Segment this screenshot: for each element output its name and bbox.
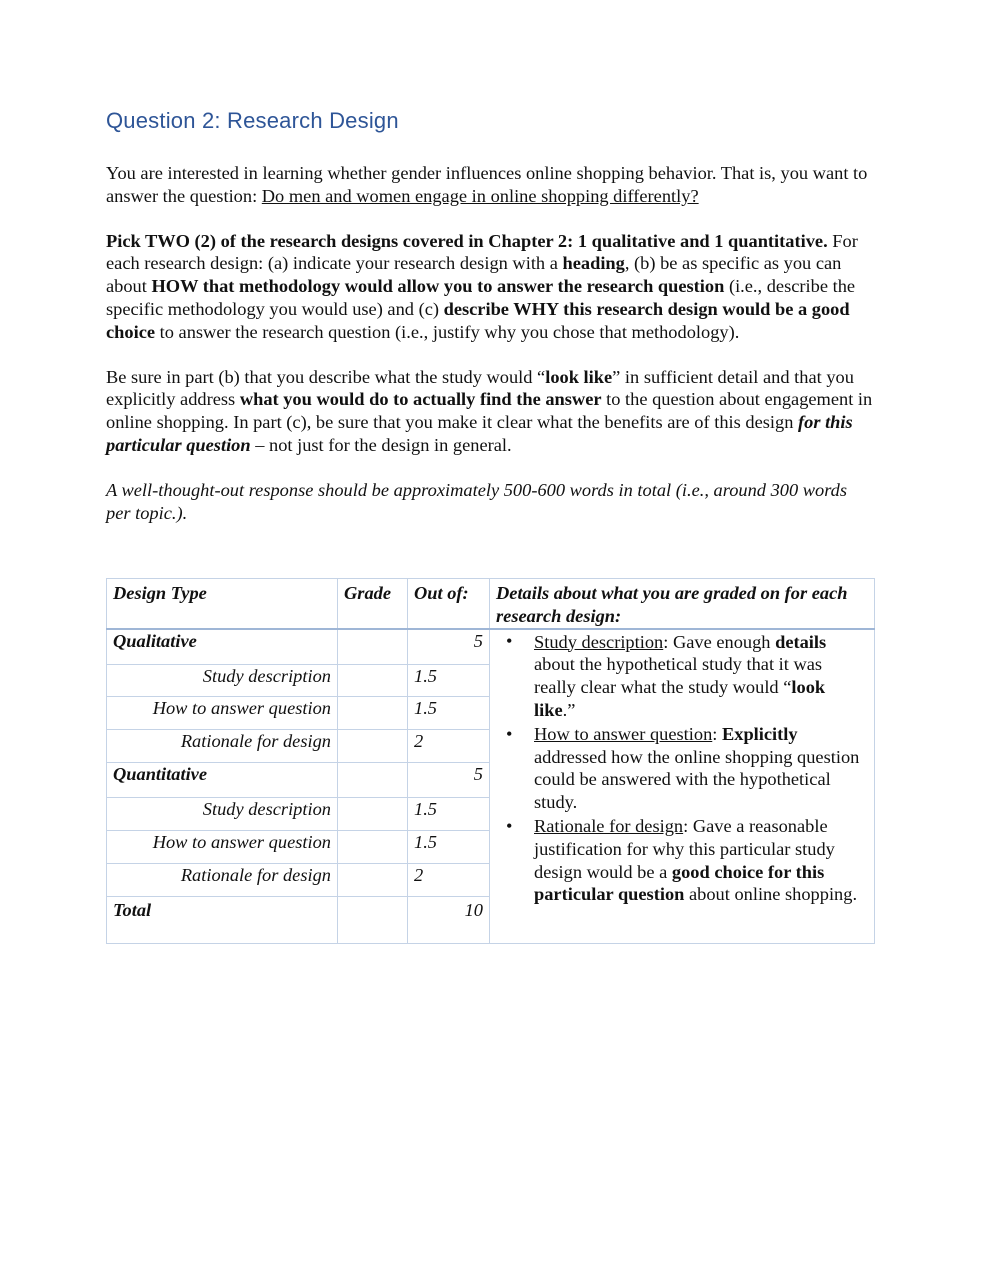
subcategory-label: Study description — [107, 797, 338, 830]
instructions-bold-text: describe WHY this research design would be a good choice — [106, 298, 850, 342]
grade-cell[interactable] — [338, 830, 408, 863]
grade-cell[interactable] — [338, 863, 408, 896]
details-text: ” in sufficient detail and that you explicitly address — [106, 366, 854, 410]
criteria-bold-text: details — [775, 631, 827, 652]
subcategory-label: Study description — [107, 664, 338, 696]
header-design-type: Design Type — [107, 579, 338, 629]
instructions-text: (i.e., describe the specific methodology you would use) and (c) — [106, 276, 856, 319]
criteria-text: addressed how the online shopping question could be answered with the hypothetical study. — [534, 746, 860, 813]
criteria-bold-text: look like — [534, 677, 826, 720]
subcategory-label: How to answer question — [107, 830, 338, 863]
total-out-of-value: 10 — [408, 896, 490, 943]
out-of-value: 1.5 — [408, 696, 490, 729]
research-question: Do men and women engage in online shopping differently? — [261, 185, 699, 206]
criteria-text: : Gave enough — [663, 631, 776, 652]
total-label: Total — [107, 896, 338, 943]
table-row — [107, 629, 875, 665]
details-text: Be sure in part (b) that you describe what the study would “ — [106, 366, 546, 387]
out-of-value: 5 — [408, 629, 490, 665]
intro-paragraph — [106, 162, 874, 208]
grading-criteria-cell — [490, 629, 875, 944]
details-text: – not just for the design in general. — [250, 434, 512, 455]
criteria-title: Rationale for design — [534, 815, 684, 836]
document-page — [106, 108, 874, 546]
word-count-note: A well-thought-out response should be approximately 500-600 words in total (i.e., around 300 words per topic.). — [106, 479, 848, 523]
instructions-paragraph — [106, 230, 874, 344]
instructions-bold-text: HOW that methodology would allow you to answer the research question — [151, 276, 725, 297]
criteria-item — [534, 630, 868, 722]
criteria-item — [534, 815, 868, 906]
criteria-bold-text: Explicitly — [721, 723, 798, 744]
grading-table — [106, 578, 875, 944]
out-of-value: 1.5 — [408, 830, 490, 863]
header-grade: Grade — [338, 579, 408, 629]
grade-cell[interactable] — [338, 797, 408, 830]
criteria-list — [496, 630, 868, 907]
out-of-value: 2 — [408, 729, 490, 762]
criteria-text: : Gave a reasonable justification for why this particular study design would be a — [534, 815, 835, 882]
header-details: Details about what you are graded on for each research design: — [490, 579, 875, 629]
criteria-text: : — [712, 723, 722, 744]
grade-cell[interactable] — [338, 664, 408, 696]
details-bold-text: look like — [545, 366, 613, 387]
instructions-text: to answer the research question (i.e., justify why you chose that methodology). — [155, 321, 740, 342]
details-text: to the question about engagement in online shopping. In part (c), be sure that you make it clear what the benefits are of this design — [106, 389, 873, 433]
out-of-value: 1.5 — [408, 664, 490, 696]
criteria-text: .” — [562, 699, 576, 720]
subcategory-label: Rationale for design — [107, 729, 338, 762]
grade-cell[interactable] — [338, 629, 408, 665]
criteria-title: Study description — [534, 631, 664, 652]
criteria-item — [534, 723, 868, 814]
category-label: Qualitative — [107, 629, 338, 665]
page-title: Question 2: Research Design — [106, 108, 399, 133]
grade-cell[interactable] — [338, 762, 408, 797]
details-bold-italic-text: for this particular question — [106, 412, 853, 455]
out-of-value: 5 — [408, 762, 490, 797]
criteria-title: How to answer question — [534, 723, 713, 744]
subcategory-label: How to answer question — [107, 696, 338, 729]
criteria-text: about online shopping. — [684, 884, 858, 905]
instructions-bold-lead: Pick TWO (2) of the research designs covered in Chapter 2: 1 qualitative and 1 quantitative. — [106, 230, 828, 251]
instructions-text: For each research design: (a) indicate your research design with a — [106, 230, 858, 274]
grade-cell[interactable] — [338, 729, 408, 762]
out-of-value: 1.5 — [408, 797, 490, 830]
table-header-row — [107, 579, 875, 629]
grade-cell[interactable] — [338, 896, 408, 943]
criteria-text: about the hypothetical study that it was really clear what the study would “ — [534, 654, 823, 698]
subcategory-label: Rationale for design — [107, 863, 338, 896]
instructions-text: , (b) be as specific as you can about — [106, 253, 842, 297]
instructions-bold-text: heading — [562, 253, 625, 274]
details-bold-text: what you would do to actually find the answer — [239, 389, 602, 410]
out-of-value: 2 — [408, 863, 490, 896]
header-out-of: Out of: — [408, 579, 490, 629]
criteria-bold-text: good choice for this particular question — [534, 861, 825, 905]
grade-cell[interactable] — [338, 696, 408, 729]
intro-text: You are interested in learning whether gender influences online shopping behavior. That is, you want to answer the question: — [106, 163, 868, 206]
category-label: Quantitative — [107, 762, 338, 797]
details-paragraph — [106, 366, 874, 457]
